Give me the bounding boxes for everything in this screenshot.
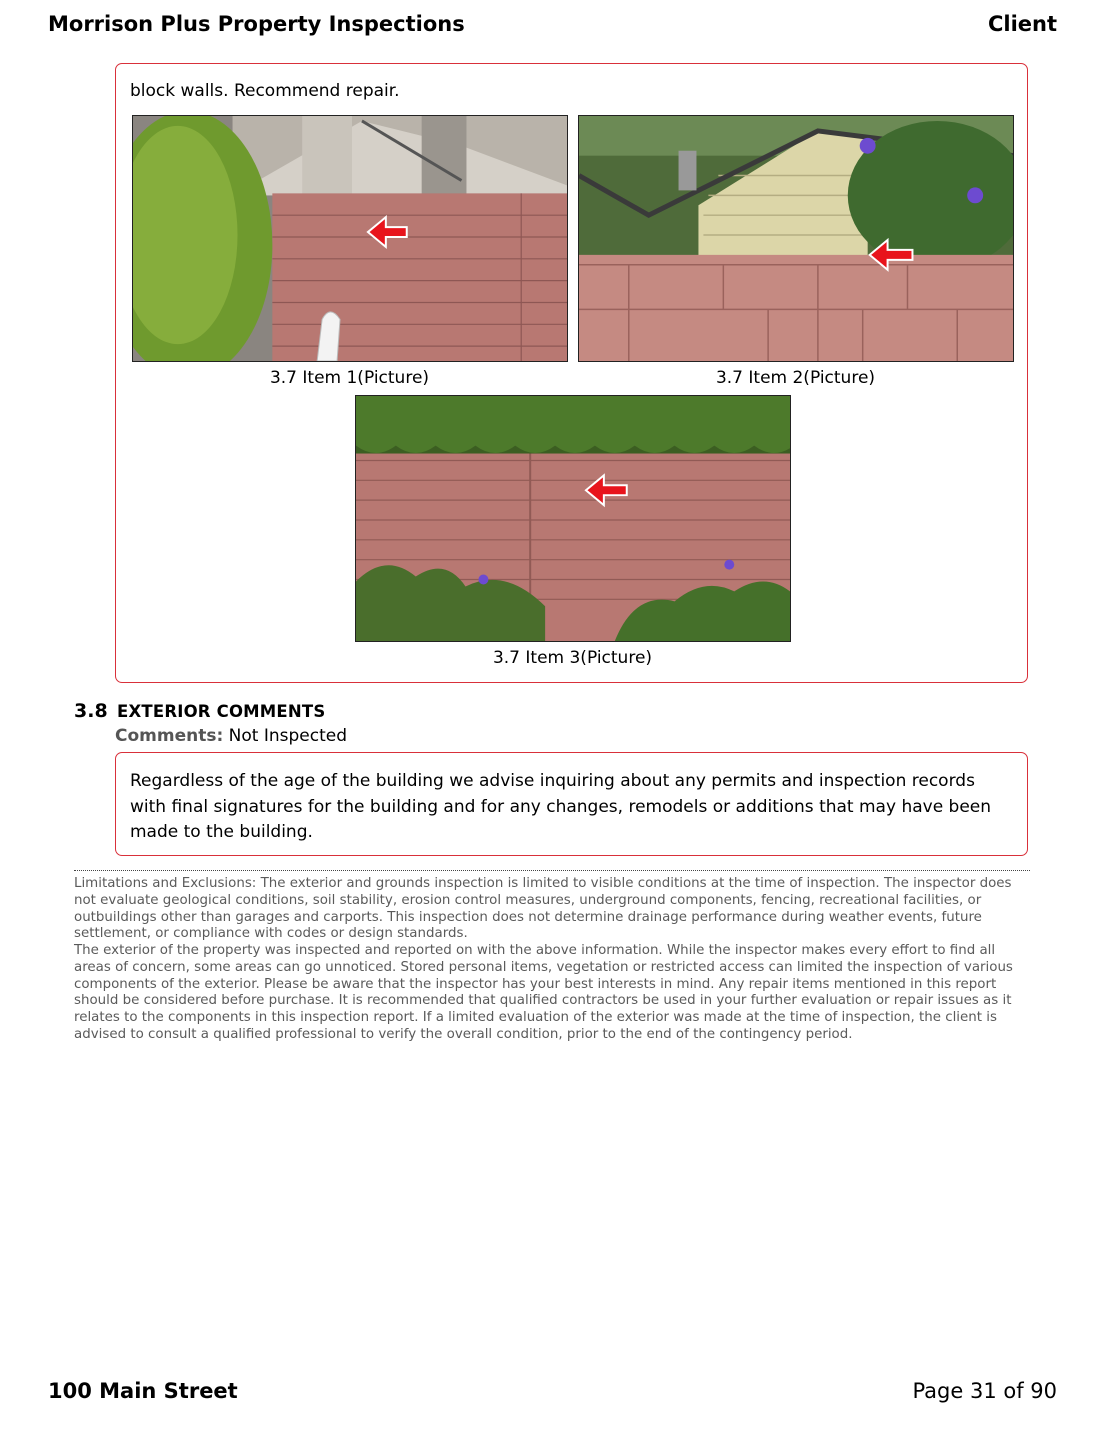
photo-caption-2: 3.7 Item 2(Picture) [715, 368, 876, 388]
photo-caption-3: 3.7 Item 3(Picture) [492, 648, 653, 668]
comments-label: Comments: [115, 726, 224, 746]
finding-box [115, 63, 1028, 683]
company-name: Morrison Plus Property Inspections [48, 12, 465, 36]
limitations-paragraph-2: The exterior of the property was inspected and reported on with the above information. While the inspector makes every effort to find all areas of concern, some areas can go unnoticed. Stored personal items, vegetation or restricted access can limited the inspection of various components of the exterior. Please be aware that the inspector has your best interests in mind. Any repair items mentioned in this report should be considered before purchase. It is recommended that qualified contractors be used in your further evaluation or repair issues as it relates to the components in this inspection report. If a limited evaluation of the exterior was made at the time of inspection, the client is advised to consult a qualified professional to verify the overall condition, prior to the end of the contingency period. [74, 943, 1013, 1042]
page-number: Page 31 of 90 [912, 1379, 1057, 1403]
section-number: 3.8 [74, 700, 108, 722]
divider [74, 870, 1030, 871]
photo-item-3[interactable] [355, 395, 791, 642]
comments-line [115, 726, 347, 746]
section-title: EXTERIOR COMMENTS [117, 702, 326, 721]
photo-item-1[interactable] [132, 115, 568, 362]
note-text: Regardless of the age of the building we advise inquiring about any permits and inspection records with final signatures for the building and for any changes, remodels or additions that may have been made to the building. [130, 771, 992, 842]
limitations-paragraph-1: Limitations and Exclusions: The exterior and grounds inspection is limited to visible conditions at the time of inspection. The inspector does not evaluate geological conditions, soil stability, erosion control measures, underground components, fencing, recreational facilities, or outbuildings other than garages and carports. This inspection does not determine drainage performance during weather events, future settlement, or compliance with codes or design standards. [74, 876, 1012, 942]
property-address: 100 Main Street [48, 1379, 238, 1403]
photo-item-2[interactable] [578, 115, 1014, 362]
client-label: Client [987, 12, 1057, 36]
photo-caption-1: 3.7 Item 1(Picture) [269, 368, 430, 388]
note-box [115, 752, 1028, 856]
finding-text: block walls. Recommend repair. [130, 81, 400, 101]
comments-value: Not Inspected [228, 726, 348, 746]
